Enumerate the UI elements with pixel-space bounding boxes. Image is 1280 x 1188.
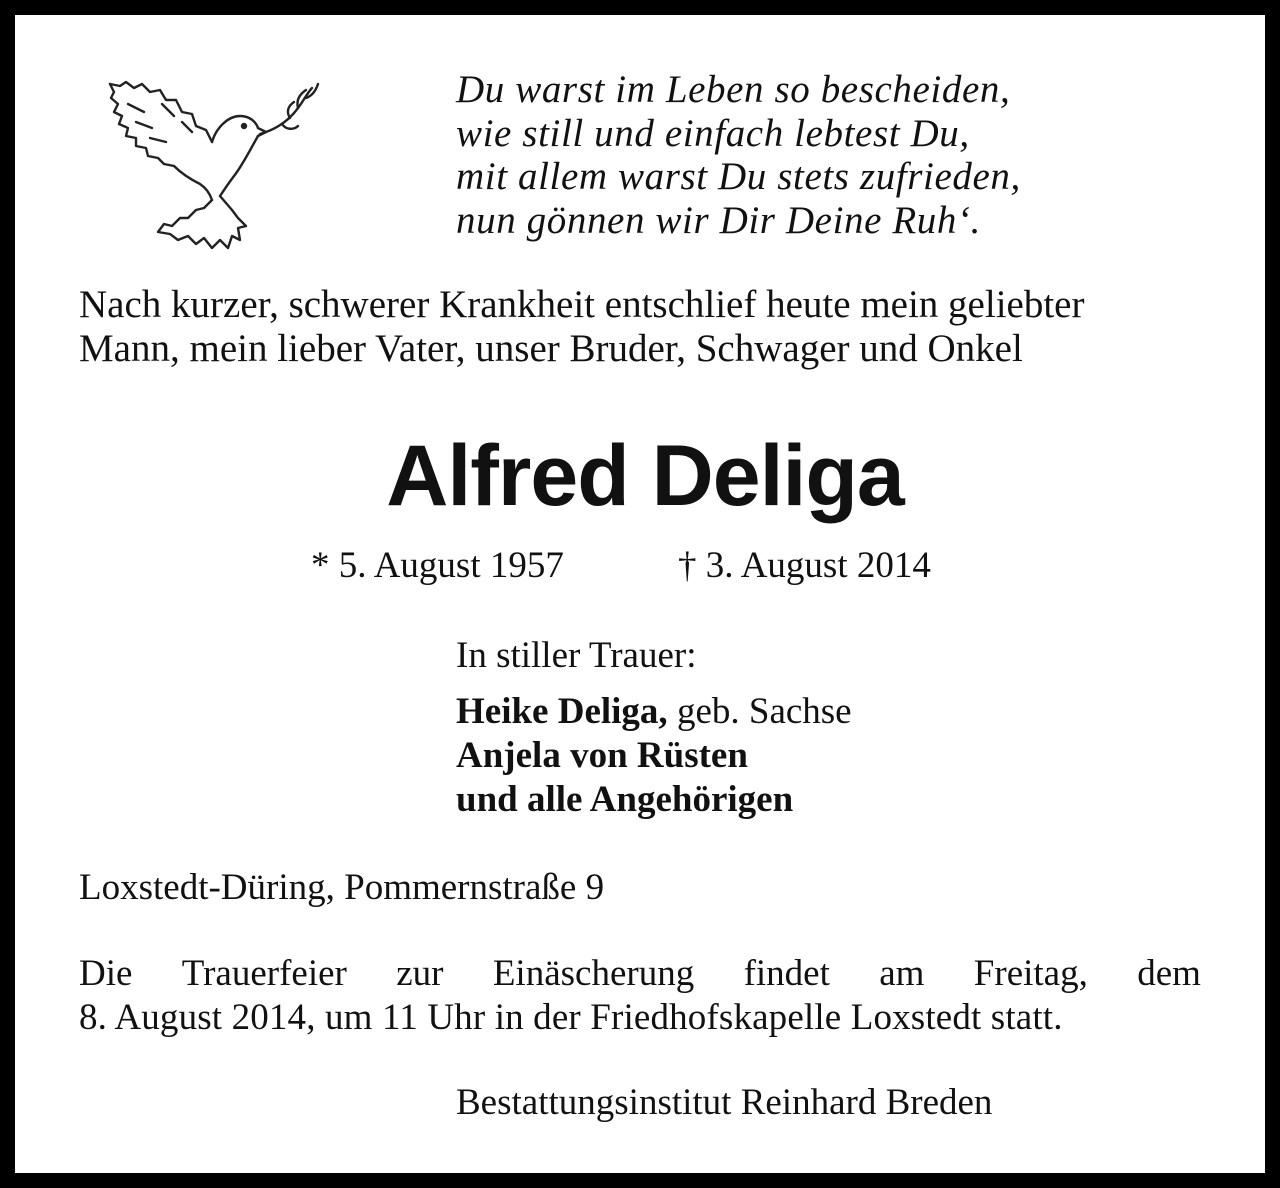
mourner-entry [456, 690, 852, 734]
mourner-entry [456, 734, 852, 778]
family-address: Loxstedt-Düring, Pommernstraße 9 [79, 867, 605, 908]
ceremony-word: am [879, 953, 925, 994]
ceremony-details [79, 952, 1201, 1040]
ceremony-line-justified [79, 952, 1201, 996]
poem-line: Du warst im Leben so bescheiden, [456, 68, 1011, 111]
mourner-name: Anjela von Rüsten [456, 735, 748, 776]
memorial-poem [456, 68, 1216, 242]
dove-icon [100, 72, 330, 257]
poem-line: nun gönnen wir Dir Deine Ruh‘. [456, 198, 981, 242]
mourner-suffix: geb. Sachse [667, 691, 852, 732]
ceremony-word: Freitag, [973, 953, 1088, 994]
announcement-text [79, 283, 1204, 371]
ceremony-line: 8. August 2014, um 11 Uhr in der Friedhofskapelle Loxstedt statt. [79, 997, 1063, 1038]
ceremony-word: Trauerfeier [181, 953, 347, 994]
ceremony-word: zur [396, 953, 444, 994]
mourner-entry [456, 778, 852, 822]
mourner-name: Heike Deliga, [456, 691, 668, 732]
ceremony-word: dem [1137, 953, 1201, 994]
funeral-home: Bestattungsinstitut Reinhard Breden [456, 1082, 993, 1123]
ceremony-word: Einäscherung [492, 953, 695, 994]
mourner-name: und alle Angehörigen [456, 779, 794, 820]
announcement-line: Mann, mein lieber Vater, unser Bruder, Schwager und Onkel [79, 327, 1023, 370]
ceremony-word: Die [79, 953, 133, 994]
poem-line: wie still und einfach lebtest Du, [456, 111, 970, 155]
mourning-heading: In stiller Trauer: [456, 635, 697, 676]
announcement-line: Nach kurzer, schwerer Krankheit entschlief heute mein geliebter [79, 283, 1085, 326]
death-date: † 3. August 2014 [678, 545, 931, 586]
ceremony-word: findet [743, 953, 830, 994]
poem-line: mit allem warst Du stets zufrieden, [456, 155, 1021, 198]
birth-date: * 5. August 1957 [311, 545, 564, 586]
mourners-list [456, 690, 852, 822]
deceased-name: Alfred Deliga [386, 428, 904, 524]
